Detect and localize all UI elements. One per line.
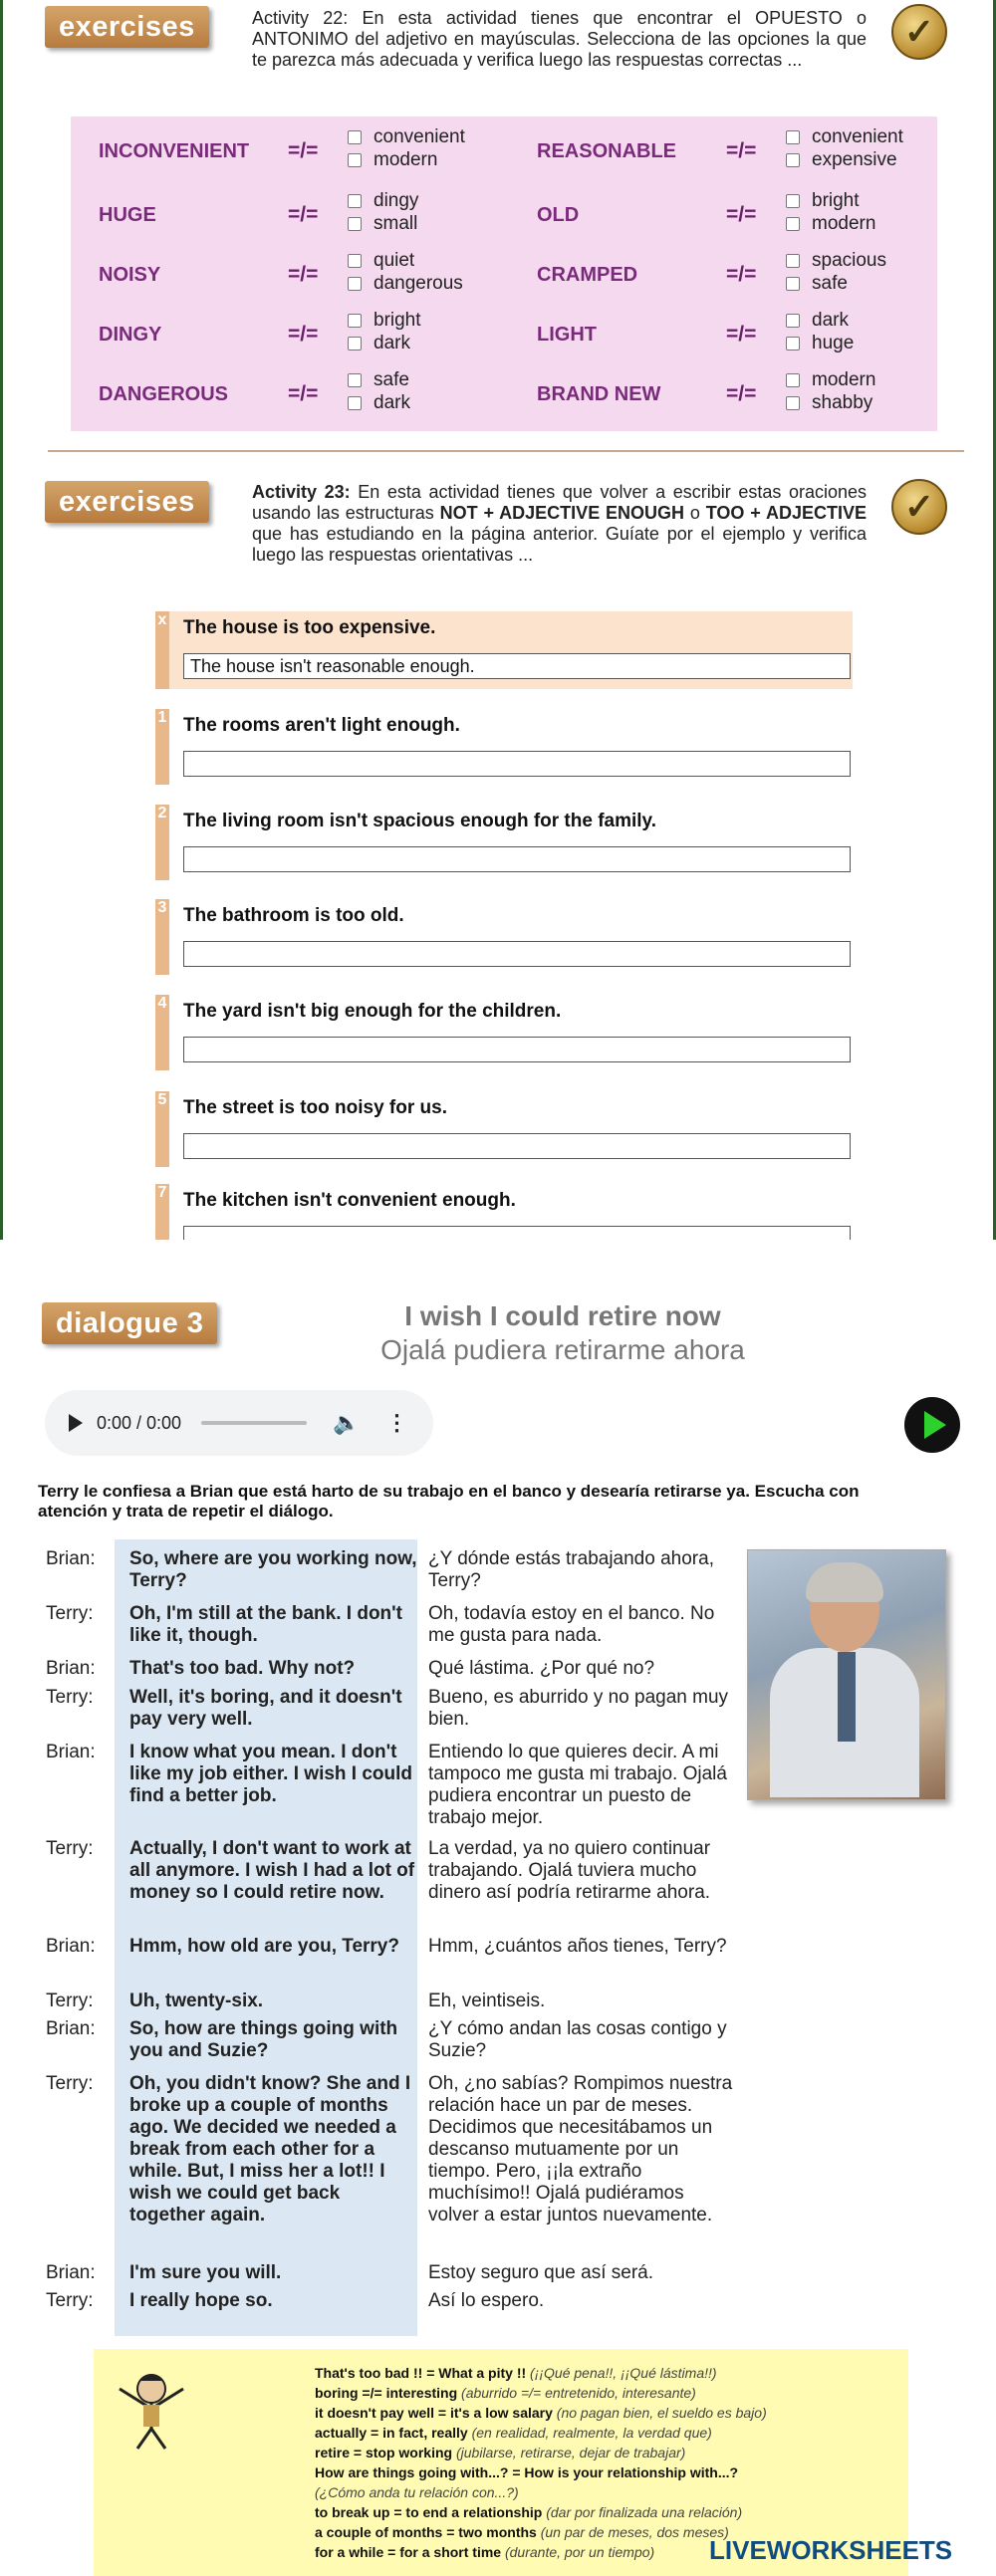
- speaker-name: Brian:: [46, 1936, 96, 1957]
- not-equal-symbol: =/=: [726, 203, 757, 226]
- cartoon-man-icon: [106, 2359, 197, 2451]
- not-equal-symbol: =/=: [726, 323, 757, 346]
- vocab-term: it doesn't pay well = it's a low salary: [315, 2405, 553, 2421]
- target-adjective: INCONVENIENT: [99, 140, 250, 162]
- not-equal-symbol: =/=: [726, 382, 757, 405]
- option-label: convenient: [812, 126, 903, 147]
- answer-input[interactable]: [183, 941, 851, 967]
- option-checkbox[interactable]: [348, 273, 463, 295]
- option-checkbox[interactable]: [348, 190, 418, 212]
- vocab-term: for a while = for a short time: [315, 2544, 502, 2560]
- option-checkbox[interactable]: [348, 310, 421, 332]
- option-label: modern: [374, 149, 438, 170]
- dialogue-title: [354, 1300, 772, 1366]
- option-checkbox[interactable]: [786, 149, 897, 171]
- option-label: safe: [374, 369, 409, 390]
- vocab-translation: (¿Cómo anda tu relación con...?): [315, 2484, 519, 2500]
- vocab-translation: (en realidad, realmente, la verdad que): [467, 2425, 712, 2441]
- option-checkbox[interactable]: [786, 333, 854, 354]
- dialogue-tag: dialogue 3: [42, 1302, 217, 1344]
- checkbox[interactable]: [786, 254, 800, 268]
- item-sentence: The kitchen isn't convenient enough.: [183, 1190, 516, 1211]
- checkbox[interactable]: [786, 396, 800, 410]
- answer-input[interactable]: [183, 846, 851, 872]
- speaker-name: Brian:: [46, 1742, 96, 1762]
- checkmark-icon: ✓: [903, 486, 935, 527]
- option-checkbox[interactable]: [786, 369, 875, 391]
- exercises-panel: [0, 0, 996, 1240]
- english-text: Hmm, how old are you, Terry?: [129, 1936, 399, 1957]
- vocab-term: retire = stop working: [315, 2445, 453, 2460]
- vocab-translation: (aburrido =/= entretenido, interesante): [457, 2385, 696, 2401]
- option-checkbox[interactable]: [786, 310, 849, 332]
- checkbox[interactable]: [786, 314, 800, 328]
- checkbox[interactable]: [348, 277, 362, 291]
- english-text: I'm sure you will.: [129, 2262, 282, 2283]
- item-number: 2: [155, 805, 169, 880]
- option-label: dangerous: [374, 273, 463, 294]
- dialogue-title-es: Ojalá pudiera retirarme ahora: [380, 1334, 745, 1365]
- target-adjective: NOISY: [99, 264, 161, 286]
- option-checkbox[interactable]: [786, 250, 886, 272]
- answer-input[interactable]: The house isn't reasonable enough.: [183, 653, 851, 679]
- target-adjective: DANGEROUS: [99, 383, 229, 405]
- option-label: bright: [374, 310, 421, 331]
- target-adjective: LIGHT: [537, 324, 597, 346]
- item-sentence: The street is too noisy for us.: [183, 1097, 447, 1118]
- exercise-item: [155, 709, 853, 785]
- vocab-translation: (¡¡Qué pena!!, ¡¡Qué lástima!!): [526, 2365, 717, 2381]
- activity22-instructions: Activity 22: En esta actividad tienes que encontrar el OPUESTO o ANTONIMO del adjetivo en mayúsculas. Selecciona de las opciones la que te parezca más adecuada y verifica luego las respuestas correctas ...: [252, 8, 867, 70]
- vocab-translation: (un par de meses, dos meses): [536, 2524, 729, 2540]
- checkbox[interactable]: [348, 314, 362, 328]
- checkbox[interactable]: [348, 153, 362, 167]
- speaker-name: Terry:: [46, 1991, 94, 2011]
- option-checkbox[interactable]: [348, 333, 410, 354]
- spanish-text: Así lo espero.: [428, 2290, 545, 2311]
- play-icon: [924, 1411, 946, 1439]
- target-adjective: HUGE: [99, 204, 156, 226]
- example-item: [155, 611, 853, 689]
- option-checkbox[interactable]: [786, 392, 872, 414]
- exercise-item: [155, 899, 853, 975]
- option-label: dark: [374, 333, 410, 353]
- audio-progress-bar[interactable]: [201, 1421, 307, 1425]
- option-checkbox[interactable]: [348, 149, 437, 171]
- play-button[interactable]: [904, 1397, 960, 1453]
- speaker-name: Brian:: [46, 1548, 96, 1569]
- vocab-translation: (no pagan bien, el sueldo es bajo): [552, 2405, 767, 2421]
- spanish-text: La verdad, ya no quiero continuar trabajando. Ojalá tuviera mucho dinero así podría retirarme ahora.: [428, 1838, 711, 1903]
- vocab-translation: (jubilarse, retirarse, dejar de trabajar): [452, 2445, 686, 2460]
- exercises-tag: exercises: [45, 481, 209, 523]
- spanish-text: Hmm, ¿cuántos años tienes, Terry?: [428, 1936, 727, 1957]
- item-sentence: The rooms aren't light enough.: [183, 715, 460, 736]
- target-adjective: REASONABLE: [537, 140, 677, 162]
- checkmark-icon: ✓: [903, 11, 935, 52]
- option-label: quiet: [374, 250, 415, 271]
- spanish-text: Entiendo lo que quieres decir. A mi tampoco me gusta mi trabajo. Ojalá pudiera encontrar un puesto de trabajo mejor.: [428, 1742, 727, 1828]
- option-label: huge: [812, 333, 855, 353]
- section-gap: [0, 1240, 996, 1260]
- activity22-grid: [71, 117, 937, 431]
- checkbox[interactable]: [348, 337, 362, 351]
- option-label: expensive: [812, 149, 897, 170]
- vocab-term: That's too bad !! = What a pity !!: [315, 2365, 527, 2381]
- not-equal-symbol: =/=: [288, 382, 319, 405]
- option-checkbox[interactable]: [348, 213, 417, 235]
- speaker-name: Terry:: [46, 2073, 94, 2094]
- exercise-item: [155, 1091, 853, 1167]
- english-text: So, how are things going with you and Suzie?: [129, 2018, 398, 2061]
- option-checkbox[interactable]: [348, 369, 409, 391]
- english-text: So, where are you working now, Terry?: [129, 1548, 417, 1591]
- option-checkbox[interactable]: [348, 126, 465, 148]
- checkbox[interactable]: [348, 396, 362, 410]
- speaker-name: Terry:: [46, 1838, 94, 1859]
- exercise-item: [155, 995, 853, 1070]
- spanish-text: Oh, todavía estoy en el banco. No me gusta para nada.: [428, 1603, 715, 1646]
- option-label: dark: [812, 310, 849, 331]
- antonym-row: [71, 186, 937, 244]
- option-label: safe: [812, 273, 848, 294]
- english-text: Oh, you didn't know? She and I broke up a couple of months ago. We decided we needed a break from each other for a while. But, I miss her a lot!! I wish we could get back together again.: [129, 2073, 411, 2225]
- check-answers-button[interactable]: [891, 4, 947, 60]
- vocab-entry: [315, 2443, 902, 2462]
- vocab-entry: [315, 2423, 902, 2443]
- liveworksheets-watermark: LIVEWORKSHEETS: [709, 2535, 953, 2565]
- item-number: 5: [155, 1091, 169, 1167]
- item-sentence: The yard isn't big enough for the children.: [183, 1001, 562, 1022]
- vocab-term: a couple of months = two months: [315, 2524, 537, 2540]
- option-label: bright: [812, 190, 860, 211]
- option-label: shabby: [812, 392, 873, 413]
- dialogue-title-en: I wish I could retire now: [404, 1300, 721, 1331]
- option-label: modern: [812, 369, 876, 390]
- dialogue-intro: Terry le confiesa a Brian que está harto de su trabajo en el banco y desearía retirarse ya. Escucha con atención y trata de repetir el diálogo.: [38, 1482, 860, 1521]
- vocab-translation: (dar por finalizada una relación): [542, 2504, 743, 2520]
- checkbox[interactable]: [786, 277, 800, 291]
- speaker-name: Terry:: [46, 2290, 94, 2311]
- checkbox[interactable]: [786, 130, 800, 144]
- check-answers-button[interactable]: [891, 479, 947, 535]
- vocab-term: to break up = to end a relationship: [315, 2504, 543, 2520]
- play-icon[interactable]: [69, 1414, 83, 1432]
- vocab-entry: [315, 2502, 902, 2522]
- checkbox[interactable]: [786, 153, 800, 167]
- antonym-row: [71, 246, 937, 304]
- option-label: convenient: [374, 126, 465, 147]
- speaker-name: Brian:: [46, 2262, 96, 2283]
- volume-icon[interactable]: 🔈: [333, 1410, 361, 1435]
- spanish-text: Eh, veintiseis.: [428, 1991, 546, 2011]
- english-text: I know what you mean. I don't like my job either. I wish I could find a better job.: [129, 1742, 413, 1806]
- option-label: dark: [374, 392, 410, 413]
- vocab-term: actually = in fact, really: [315, 2425, 468, 2441]
- vocab-term: boring =/= interesting: [315, 2385, 458, 2401]
- spanish-text: ¿Y cómo andan las cosas contigo y Suzie?: [428, 2018, 727, 2061]
- vocab-entry: [315, 2462, 902, 2482]
- spanish-text: Estoy seguro que así será.: [428, 2262, 654, 2283]
- target-adjective: DINGY: [99, 324, 162, 346]
- checkbox[interactable]: [348, 254, 362, 268]
- english-text: That's too bad. Why not?: [129, 1658, 356, 1679]
- not-equal-symbol: =/=: [288, 139, 319, 162]
- english-text: Oh, I'm still at the bank. I don't like it, though.: [129, 1603, 402, 1646]
- vocab-entry: [315, 2363, 902, 2383]
- item-number: 3: [155, 899, 169, 975]
- option-checkbox[interactable]: [786, 213, 875, 235]
- audio-time: 0:00 / 0:00: [97, 1412, 182, 1433]
- activity23-instructions: Activity 23: En esta actividad tienes que volver a escribir estas oraciones usando las estructuras NOT + ADJECTIVE ENOUGH o TOO + ADJECTIVE que has estudiando en la página anterior. Guíate por el ejemplo y verifica luego las respuestas orientativas ...: [252, 482, 867, 565]
- audio-player[interactable]: [45, 1390, 433, 1456]
- vocabulary-lines: [315, 2363, 902, 2562]
- target-adjective: OLD: [537, 204, 580, 226]
- english-text: I really hope so.: [129, 2290, 273, 2311]
- vocab-entry: [315, 2482, 902, 2502]
- man-photo: [747, 1549, 946, 1800]
- spanish-text: Qué lástima. ¿Por qué no?: [428, 1658, 655, 1679]
- checkbox[interactable]: [348, 217, 362, 231]
- speaker-name: Brian:: [46, 2018, 96, 2039]
- spanish-text: Bueno, es aburrido y no pagan muy bien.: [428, 1687, 729, 1730]
- vocab-term: How are things going with...? = How is your relationship with...?: [315, 2464, 739, 2480]
- speaker-name: Terry:: [46, 1603, 94, 1624]
- item-number: x: [155, 611, 169, 689]
- item-number: 7: [155, 1184, 169, 1260]
- checkbox[interactable]: [786, 217, 800, 231]
- spanish-text: Oh, ¿no sabías? Rompimos nuestra relación hace un par de meses. Decidimos que necesitábamos un descanso mutuamente por un tiempo. Pero, ¡¡la extraño muchísimo!! Ojalá pudiéramos volver a estar juntos nuevamente.: [428, 2073, 733, 2225]
- speaker-name: Brian:: [46, 1658, 96, 1679]
- option-checkbox[interactable]: [786, 190, 860, 212]
- antonym-row: [71, 122, 937, 180]
- not-equal-symbol: =/=: [726, 263, 757, 286]
- english-text: Uh, twenty-six.: [129, 1991, 264, 2011]
- option-label: small: [374, 213, 418, 234]
- item-sentence: The bathroom is too old.: [183, 905, 404, 926]
- item-number: 1: [155, 709, 169, 785]
- not-equal-symbol: =/=: [288, 323, 319, 346]
- option-label: modern: [812, 213, 876, 234]
- section-divider: [48, 450, 964, 452]
- option-checkbox[interactable]: [786, 273, 848, 295]
- spanish-text: ¿Y dónde estás trabajando ahora, Terry?: [428, 1548, 714, 1591]
- checkbox[interactable]: [348, 194, 362, 208]
- item-sentence: The house is too expensive.: [183, 617, 436, 638]
- exercises-tag: exercises: [45, 6, 209, 48]
- checkbox[interactable]: [786, 337, 800, 351]
- answer-input[interactable]: [183, 751, 851, 777]
- english-text: Well, it's boring, and it doesn't pay very well.: [129, 1687, 402, 1730]
- checkbox[interactable]: [348, 130, 362, 144]
- checkbox[interactable]: [348, 373, 362, 387]
- speaker-name: Terry:: [46, 1687, 94, 1708]
- not-equal-symbol: =/=: [288, 263, 319, 286]
- target-adjective: CRAMPED: [537, 264, 638, 286]
- english-text: Actually, I don't want to work at all anymore. I wish I had a lot of money so I could retire now.: [129, 1838, 415, 1903]
- target-adjective: BRAND NEW: [537, 383, 661, 405]
- antonym-row: [71, 306, 937, 363]
- exercise-item: [155, 805, 853, 880]
- option-label: spacious: [812, 250, 886, 271]
- item-sentence: The living room isn't spacious enough for the family.: [183, 811, 656, 831]
- vocab-entry: [315, 2403, 902, 2423]
- checkbox[interactable]: [786, 373, 800, 387]
- option-checkbox[interactable]: [786, 126, 903, 148]
- answer-input[interactable]: [183, 1037, 851, 1062]
- option-checkbox[interactable]: [348, 250, 414, 272]
- option-checkbox[interactable]: [348, 392, 410, 414]
- antonym-row: [71, 365, 937, 423]
- answer-input[interactable]: [183, 1133, 851, 1159]
- vocab-entry: [315, 2383, 902, 2403]
- not-equal-symbol: =/=: [726, 139, 757, 162]
- not-equal-symbol: =/=: [288, 203, 319, 226]
- more-options-icon[interactable]: ⋮: [385, 1410, 408, 1435]
- item-number: 4: [155, 995, 169, 1070]
- vocab-translation: (durante, por un tiempo): [501, 2544, 655, 2560]
- checkbox[interactable]: [786, 194, 800, 208]
- option-label: dingy: [374, 190, 419, 211]
